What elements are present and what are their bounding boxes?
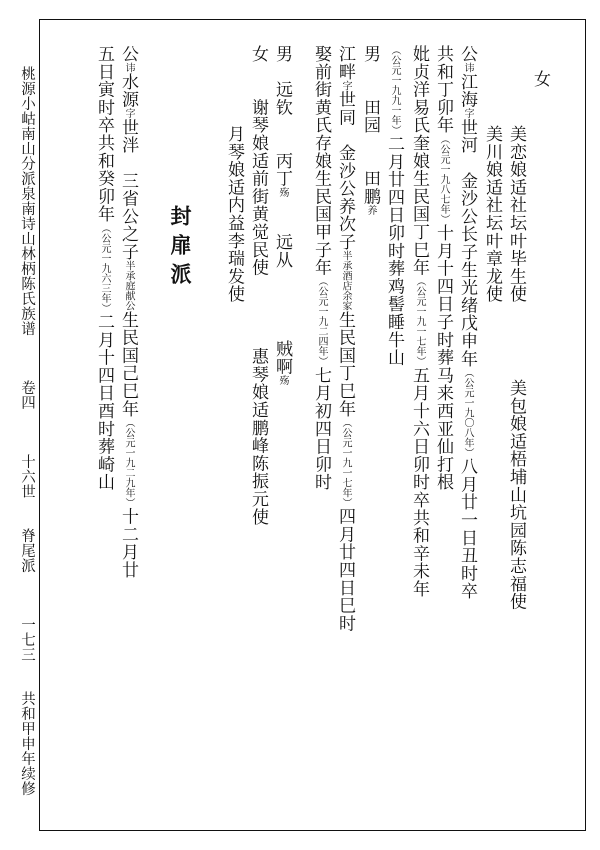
column-text: 十月十四日子时葬马来西亚仙打根	[433, 224, 453, 491]
column-text: 男 远钦 丙丁	[272, 45, 292, 188]
column-c13	[225, 125, 242, 303]
column-text: 生民国丁巳年	[335, 310, 355, 418]
column-text: 水源	[118, 72, 138, 109]
annotation-text: 养	[365, 205, 376, 216]
annotation-text: （公元一九二四年）	[316, 276, 327, 367]
column-c6	[410, 45, 427, 598]
column-text: 十二月廿	[118, 507, 138, 579]
column-c15	[95, 45, 112, 491]
column-c2b	[507, 379, 524, 610]
page-frame	[39, 19, 586, 831]
column-text: 妣贞洋易氏奎娘生民国丁巳年	[409, 45, 429, 277]
annotation-text: 殇	[277, 187, 288, 198]
annotation-text: 字	[462, 108, 473, 119]
column-text: 生民国己巳年	[118, 310, 138, 418]
column-text: 月琴娘适内益李瑞发使	[224, 125, 244, 303]
column-text: 娶前街黄氏存娘生民国甲子年	[311, 45, 331, 277]
annotation-text: 讳	[462, 62, 473, 73]
annotation-text: （公元一九二九年）	[123, 417, 134, 508]
annotation-text: （公元一九九一年）	[389, 45, 400, 135]
column-text: 女 谢琴娘适前街黄觉民使 惠琴娘适鹏峰陈振元使	[248, 45, 268, 526]
generation-label: 十六世	[19, 454, 35, 499]
annotation-text: （公元一九〇八年）	[462, 367, 473, 458]
column-text: 公	[457, 45, 477, 63]
annotation-text: 字	[340, 80, 351, 91]
column-c2	[507, 125, 524, 303]
genealogy-title: 桃源小岵南山分派泉南诗山林柄陈氏族谱	[19, 66, 35, 336]
annotation-text: （公元一九六三年）	[99, 223, 110, 313]
column-text: 女	[530, 70, 550, 88]
page-margin-header	[4, 66, 34, 796]
column-text: 七月初四日卯时	[311, 366, 331, 492]
column-c1	[531, 70, 548, 88]
column-c7	[385, 45, 402, 366]
column-text: 世泮 三省公之子	[118, 118, 138, 261]
page-number: 一七三	[19, 617, 35, 662]
column-text: 共和丁卯年	[433, 45, 453, 134]
column-c8	[361, 45, 378, 215]
volume-label: 卷四	[19, 379, 35, 410]
annotation-text: （公元一九一七年）	[414, 276, 425, 367]
column-text: 世同 金沙公养次子	[335, 90, 355, 251]
column-text: 世河 金沙公长子生光绪戊申年	[457, 118, 477, 368]
column-text: 五日寅时卒共和癸卯年	[94, 45, 114, 223]
column-text: 二月十四日酉时葬崎山	[94, 313, 114, 491]
column-c3	[483, 125, 500, 303]
column-c11	[273, 45, 290, 385]
column-c12	[249, 45, 266, 526]
column-text: 远从 贼啊	[272, 197, 292, 376]
column-c14	[119, 45, 136, 579]
annotation-text: 半承酒店余家	[340, 250, 351, 311]
column-text: 八月廿一日丑时卒	[457, 457, 477, 601]
column-c5	[434, 45, 451, 491]
section-heading: 封扉派	[168, 205, 193, 292]
column-text: 江海	[457, 72, 477, 109]
column-text: 四月廿四日巳时	[335, 507, 355, 633]
column-text: 美川娘适社坛叶章龙使	[482, 125, 502, 303]
column-text: 公	[118, 45, 138, 63]
column-c10	[312, 45, 329, 491]
branch-label: 脊尾派	[19, 527, 35, 573]
column-text: 男 田园 田鹏	[360, 45, 380, 206]
column-text: 美包娘适梧埔山坑园陈志福使	[506, 379, 526, 611]
column-c9	[336, 45, 353, 632]
annotation-text: （公元一九一七年）	[340, 417, 351, 508]
column-c4	[458, 45, 475, 600]
edition-label: 共和甲申年续修	[19, 690, 35, 796]
annotation-text: 讳	[123, 62, 134, 73]
column-text: 美恋娘适社坛叶毕生使	[506, 125, 526, 303]
annotation-text: 半承庭献公	[123, 260, 134, 311]
column-text: 二月廿四日卯时葬鸡髻睡牛山	[384, 135, 404, 367]
column-text: 五月十六日卯时卒共和辛未年	[409, 366, 429, 598]
annotation-text: 殇	[277, 375, 288, 386]
annotation-text: （公元一九八七年）	[438, 134, 449, 224]
annotation-text: 字	[123, 108, 134, 119]
column-text: 江畔	[335, 45, 355, 81]
